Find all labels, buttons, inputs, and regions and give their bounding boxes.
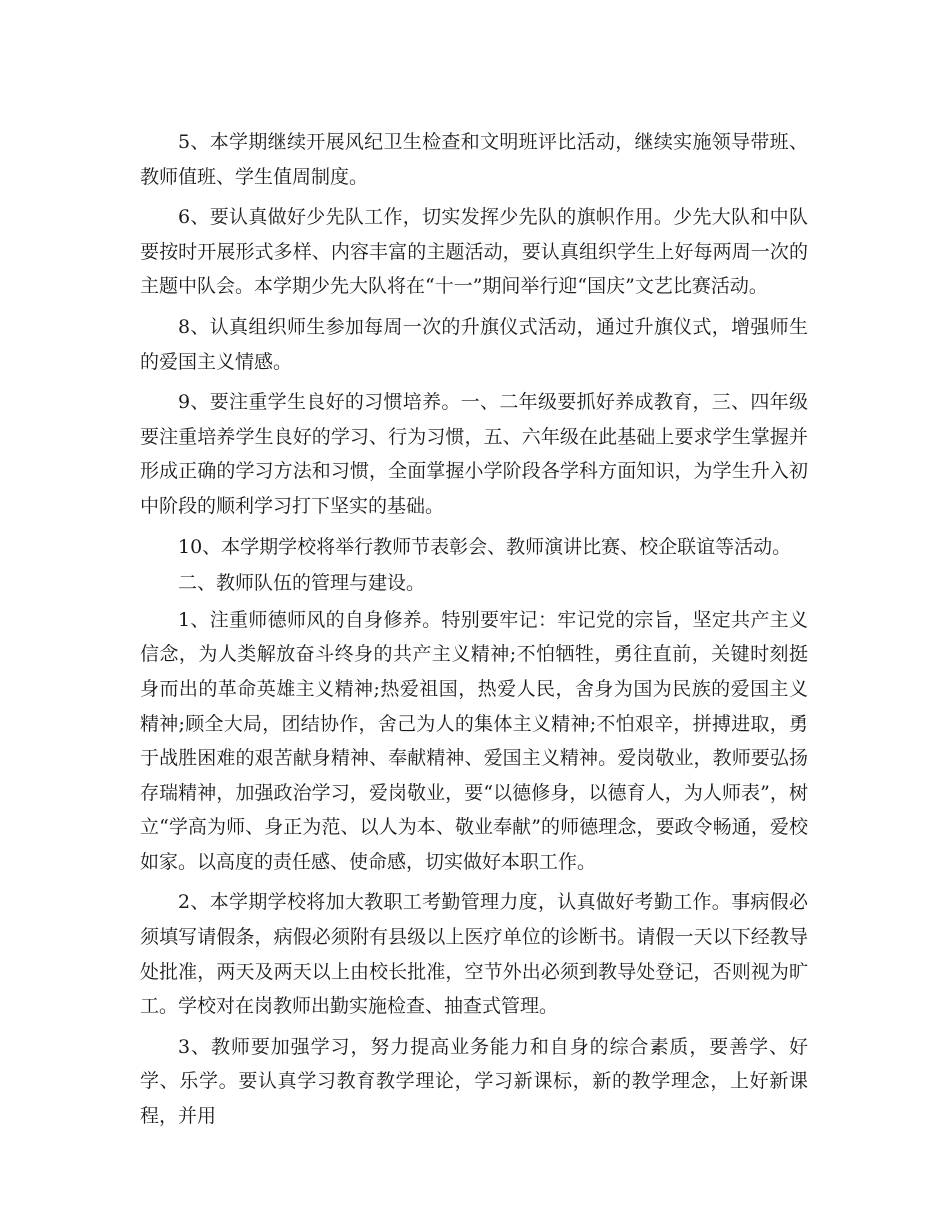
paragraph: 10、本学期学校将举行教师节表彰会、教师演讲比赛、校企联谊等活动。 <box>178 535 792 558</box>
paragraph: 8、认真组织师生参加每周一次的升旗仪式活动，通过升旗仪式，增强师生的爱国主义情感。 <box>140 315 808 373</box>
paragraph: 1、注重师德师风的自身修养。特别要牢记：牢记党的宗旨，坚定共产主义信念，为人类解放奋斗终身的共产主义精神;不怕牺牲，勇往直前，关键时刻挺身而出的革命英雄主义精神;热爱祖国，热爱人民，舍身为国为民族的爱国主义精神;顾全大局，团结协作，舍己为人的集体主义精神;不怕艰辛，拼搏进取，勇于战胜困难的艰苦献身精神、奉献精神、爱国主义精神。爱岗敬业，教师要弘扬存瑞精神，加强政治学习，爱岗敬业，要“以德修身，以德育人，为人师表”，树立“学高为师、身正为范、以人为本、敬业奉献”的师德理念，要政令畅通，爱校如家。以高度的责任感、使命感，切实做好本职工作。 <box>140 608 808 873</box>
section-heading: 二、教师队伍的管理与建设。 <box>178 572 426 595</box>
paragraph: 5、本学期继续开展风纪卫生检查和文明班评比活动，继续实施领导带班、教师值班、学生值周制度。 <box>140 131 808 188</box>
paragraph: 2、本学期学校将加大教职工考勤管理力度，认真做好考勤工作。事病假必须填写请假条，病假必须附有县级以上医疗单位的诊断书。请假一天以下经教导处批准，两天及两天以上由校长批准，空节外出必须到教导处登记，否则视为旷工。学校对在岗教师出勤实施检查、抽查式管理。 <box>140 891 808 1018</box>
paragraph: 6、要认真做好少先队工作，切实发挥少先队的旗帜作用。少先大队和中队要按时开展形式多样、内容丰富的主题活动，要认真组织学生上好每两周一次的主题中队会。本学期少先大队将在“十一”期间举行迎“国庆”文艺比赛活动。 <box>140 206 808 298</box>
paragraph: 9、要注重学生良好的习惯培养。一、二年级要抓好养成教育，三、四年级要注重培养学生良好的学习、行为习惯，五、六年级在此基础上要求学生掌握并形成正确的学习方法和习惯，全面掌握小学阶段各学科方面知识，为学生升入初中阶段的顺利学习打下坚实的基础。 <box>140 391 808 517</box>
document-body <box>140 125 808 1134</box>
paragraph: 3、教师要加强学习，努力提高业务能力和自身的综合素质，要善学、好学、乐学。要认真学习教育教学理论，学习新课标，新的教学理念，上好新课程，并用 <box>140 1035 808 1128</box>
